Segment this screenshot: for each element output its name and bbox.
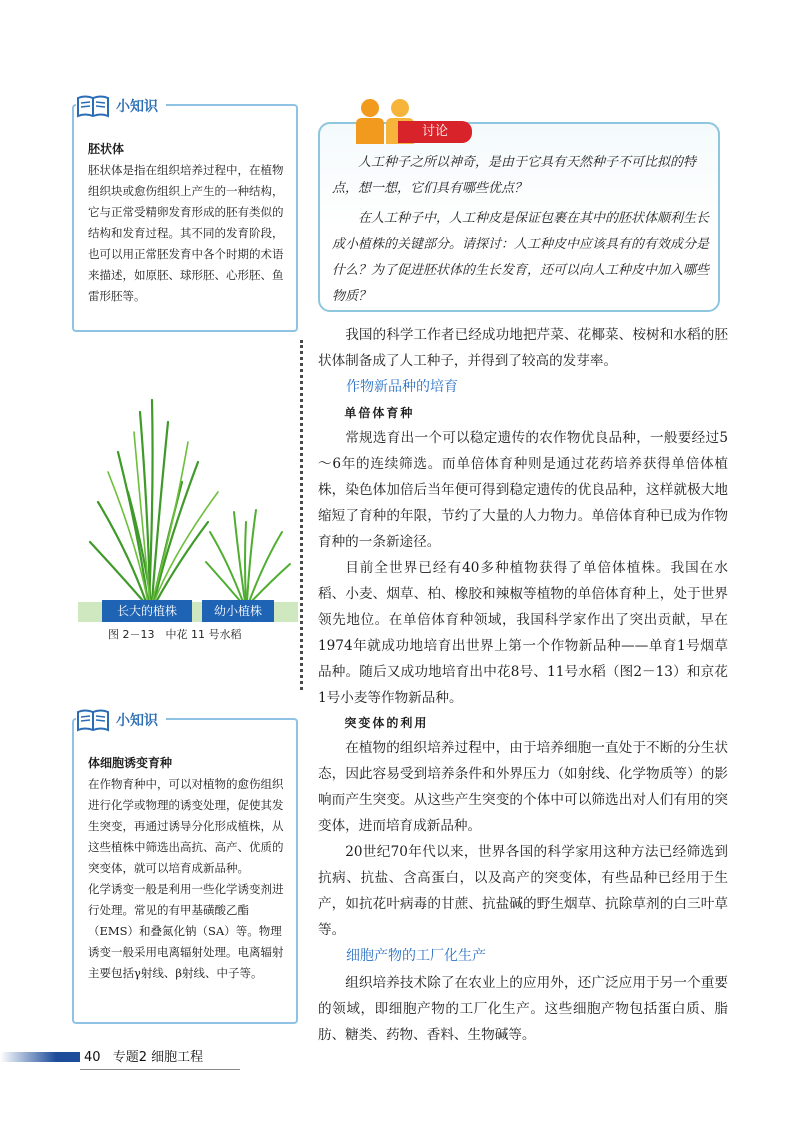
rice-plants-figure	[78, 392, 298, 622]
heading-crop-breeding: 作物新品种的培育	[346, 379, 458, 395]
paragraph-mutant-1: 在植物的组织培养过程中，由于培养细胞一直处于不断的分生状态，因此容易受到培养条件和外界压力（如射线、化学物质等）的影响而产生突变。从这些产生突变的个体中可以筛选出对人们有用的突变体，进而培育成新品种。	[318, 740, 728, 834]
main-text	[318, 322, 728, 1048]
heading-factory-production: 细胞产物的工厂化生产	[346, 948, 486, 964]
discussion-tag: 讨论	[398, 121, 472, 143]
heading-mutant-use: 突变体的利用	[344, 716, 429, 730]
discussion-text	[332, 150, 712, 314]
knowledge-box-title: 体细胞诱变育种	[88, 756, 173, 770]
knowledge-box-text-1: 在作物育种中，可以对植物的愈伤组织进行化学或物理的诱变处理，促使其发生突变，再通过诱导分化形成植株，从这些植株中筛选出高抗、高产、优质的突变体，就可以培育成新品种。	[88, 777, 284, 875]
knowledge-box-mutagenesis	[72, 713, 298, 1024]
knowledge-box-text-2: 化学诱变一般是利用一些化学诱变剂进行处理。常见的有甲基磺酸乙酯（EMS）和叠氮化钠（SA）等。物理诱变一般采用电离辐射处理。电离辐射主要包括γ射线、β射线、中子等。	[88, 882, 284, 980]
page-footer	[84, 1046, 211, 1065]
knowledge-box-label: 小知识	[116, 713, 158, 729]
knowledge-box-text: 胚状体是指在组织培养过程中，在植物组织块或愈伤组织上产生的一种结构，它与正常受精卵发育形成的胚有类似的结构和发育过程。其不同的发育阶段，也可以用正常胚发育中各个时期的术语来描述，如原胚、球形胚、心形胚、鱼雷形胚等。	[88, 163, 284, 303]
heading-haploid-breeding: 单倍体育种	[344, 406, 415, 420]
knowledge-box-embryoid	[72, 99, 298, 332]
paragraph-mutant-2: 20世纪70年代以来，世界各国的科学家用这种方法已经筛选到抗病、抗盐、含高蛋白，以及高产的突变体，有些品种已经用于生产，如抗花叶病毒的甘蔗、抗盐碱的野生烟草、抗除草剂的白三叶草等。	[318, 844, 728, 938]
paragraph-intro: 我国的科学工作者已经成功地把芹菜、花椰菜、桉树和水稻的胚状体制备成了人工种子，并得到了较高的发芽率。	[318, 327, 728, 369]
figure-caption: 图 2－13 中花 11 号水稻	[108, 628, 242, 641]
chapter-title: 专题2 细胞工程	[112, 1050, 204, 1065]
open-book-icon	[76, 94, 110, 118]
footer-accent-bar	[0, 1052, 80, 1062]
knowledge-box-title: 胚状体	[88, 142, 125, 156]
paragraph-factory: 组织培养技术除了在农业上的应用外，还广泛应用于另一个重要的领域，即细胞产物的工厂化生产。这些细胞产物包括蛋白质、脂肪、糖类、药物、香料、生物碱等。	[318, 975, 728, 1043]
discussion-question-1: 人工种子之所以神奇，是由于它具有天然种子不可比拟的特点，想一想，它们具有哪些优点？	[332, 155, 697, 196]
open-book-icon	[76, 708, 110, 732]
knowledge-box-label: 小知识	[116, 99, 158, 115]
knowledge-box-header	[76, 92, 166, 120]
discussion-question-2: 在人工种子中，人工种皮是保证包裹在其中的胚状体顺利生长成小植株的关键部分。请探讨：人工种皮中应该具有的有效成分是什么？为了促进胚状体的生长发育，还可以向人工种皮中加入哪些物质？	[332, 211, 710, 304]
paragraph-haploid-1: 常规选育出一个可以稳定遗传的农作物优良品种，一般要经过5～6年的连续筛选。而单倍体育种则是通过花药培养获得单倍体植株，染色体加倍后当年便可得到稳定遗传的优良品种，这样就极大地缩短了育种的年限，节约了大量的人力物力。单倍体育种已成为作物育种的一条新途径。	[318, 430, 728, 550]
page-number: 40	[84, 1050, 101, 1065]
footer-rule	[80, 1069, 240, 1070]
knowledge-box-header	[76, 706, 166, 734]
label-grown-plant: 长大的植株	[102, 600, 192, 622]
dotted-divider	[300, 340, 303, 690]
paragraph-haploid-2: 目前全世界已经有40多种植物获得了单倍体植株。我国在水稻、小麦、烟草、柏、橡胶和辣椒等植物的单倍体育种上，处于世界领先地位。在单倍体育种领域，我国科学家作出了突出贡献，早在1974年就成功地培育出世界上第一个作物新品种——单育1号烟草品种。随后又成功地培育出中花8号、11号水稻（图2－13）和京花1号小麦等作物新品种。	[318, 560, 728, 706]
label-young-plant: 幼小植株	[202, 600, 274, 622]
